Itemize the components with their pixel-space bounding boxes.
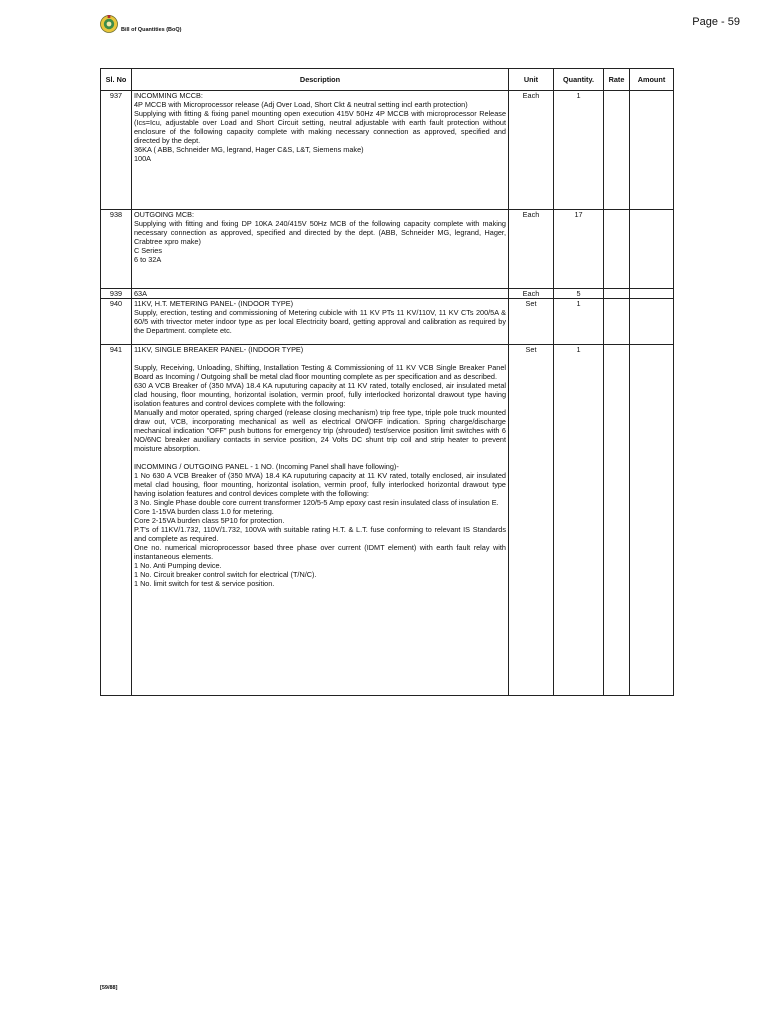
unit-cell: Set [509, 345, 554, 696]
unit-cell: Each [509, 91, 554, 210]
col-header-sl-no: Sl. No [101, 69, 132, 91]
description-cell [132, 299, 509, 345]
document-title: Bill of Quantities (BoQ) [121, 27, 182, 33]
amount-cell [630, 345, 674, 696]
description-line: 1 No. limit switch for test & service position. [134, 579, 275, 588]
description-line: 1 No. Circuit breaker control switch for electrical (T/N/C). [134, 570, 317, 579]
quantity-cell: 1 [554, 345, 604, 696]
description-cell [132, 345, 509, 696]
description-line: INCOMMING MCCB: [134, 91, 203, 100]
sl-no-cell: 937 [101, 91, 132, 210]
boq-table [100, 68, 674, 696]
description-line: 11KV, SINGLE BREAKER PANEL- (INDOOR TYPE) [134, 345, 304, 354]
col-header-unit: Unit [509, 69, 554, 91]
description-line: One no. numerical microprocessor based three phase over current (IDMT element) with earth fault relay with instantaneous elements. [134, 543, 506, 561]
description-line: Supply, Receiving, Unloading, Shifting, Installation Testing & Commissioning of 11 KV VCB Single Breaker Panel Board as Incoming / Outgoing shall be metal clad floor mounting complete as per specification and as described. [134, 363, 506, 381]
emblem-logo [100, 14, 118, 34]
sl-no-cell: 940 [101, 299, 132, 345]
description-line: Manually and motor operated, spring charged (release closing mechanism) trip free type, triple pole truck mounted draw out, VCB, incorporating mechanical as well as electrical ON/OFF indication. Spring charge/discharge mechanical indication "OFF" push buttons for emergency trip (shrouded) test/service position limit switches with 6 NO/6NC breaker auxiliary contacts in service position, 24 Volts DC shunt trip coil and strip heater to prevent moisture absorption. [134, 408, 506, 453]
table-row [101, 289, 674, 299]
description-line: Supplying with fitting & fixing panel mounting open execution 415V 50Hz 4P MCCB with microprocessor Release (Ics=Icu, adjustable over Load and Short Circuit setting, neutral adjustable with earth fault protection without enclosure of the following capacity complete with making necessary connection as approved, specified and directed by the dept. [134, 109, 506, 145]
description-cell [132, 91, 509, 210]
description-line: P.T's of 11KV/1.732, 110V/1.732, 100VA with suitable rating H.T. & L.T. fuse conforming to relevant IS Standards and complete as required. [134, 525, 506, 543]
description-cell [132, 210, 509, 289]
page-footer: [59/88] [100, 985, 118, 991]
sl-no-cell: 941 [101, 345, 132, 696]
page-number: Page - 59 [692, 16, 740, 28]
description-line: C Series [134, 246, 162, 255]
rate-cell [604, 345, 630, 696]
description-cell [132, 289, 509, 299]
description-line: 1 No. Anti Pumping device. [134, 561, 222, 570]
col-header-quantity: Quantity. [554, 69, 604, 91]
amount-cell [630, 210, 674, 289]
col-header-description: Description [132, 69, 509, 91]
table-row [101, 345, 674, 696]
rate-cell [604, 210, 630, 289]
table-row [101, 210, 674, 289]
table-row [101, 299, 674, 345]
description-line: Supply, erection, testing and commissioning of Metering cubicle with 11 KV PTs 11 KV/110V, 11 KV CTs 200/5A & 60/5 with trivector meter indoor type as per local Electricity board, getting approval and calibration as required by the Department. complete etc. [134, 308, 506, 335]
amount-cell [630, 289, 674, 299]
description-line: 1 No 630 A VCB Breaker of (350 MVA) 18.4 KA ruputuring capacity at 11 KV rated, totally enclosed, air insulated metal clad housing, floor mounting, horizontal isolation, vermin proof, fully interlocked horizontal drawout type having isolation features and control devices complete with the following: [134, 471, 506, 498]
sl-no-cell: 939 [101, 289, 132, 299]
description-line: OUTGOING MCB: [134, 210, 194, 219]
description-line: 630 A VCB Breaker of (350 MVA) 18.4 KA ruputuring capacity at 11 KV rated, totally enclosed, air insulated metal clad housing, floor mounting, horizontal isolation, vermin proof, fully interlocked horizontal drawout type having isolation features and control devices complete with the following: [134, 381, 506, 408]
table-row [101, 91, 674, 210]
amount-cell [630, 91, 674, 210]
description-line: 36KA ( ABB, Schneider MG, legrand, Hager C&S, L&T, Siemens make) [134, 145, 364, 154]
unit-cell: Set [509, 299, 554, 345]
quantity-cell: 1 [554, 299, 604, 345]
description-line: Core 1-15VA burden class 1.0 for metering. [134, 507, 274, 516]
unit-cell: Each [509, 210, 554, 289]
description-line [134, 354, 506, 363]
amount-cell [630, 299, 674, 345]
description-line: 3 No. Single Phase double core current transformer 120/5-5 Amp epoxy cast resin insulated class of insulation E. [134, 498, 499, 507]
sl-no-cell: 938 [101, 210, 132, 289]
unit-cell: Each [509, 289, 554, 299]
col-header-amount: Amount [630, 69, 674, 91]
description-line: INCOMMING / OUTGOING PANEL - 1 NO. (Incoming Panel shall have following)- [134, 462, 399, 471]
description-line [134, 453, 506, 462]
description-line: 11KV, H.T. METERING PANEL- (INDOOR TYPE) [134, 299, 294, 308]
quantity-cell: 5 [554, 289, 604, 299]
description-line: 6 to 32A [134, 255, 162, 264]
quantity-cell: 1 [554, 91, 604, 210]
description-line: 100A [134, 154, 152, 163]
description-line: 63A [134, 289, 147, 298]
quantity-cell: 17 [554, 210, 604, 289]
description-line: Supplying with fitting and fixing DP 10KA 240/415V 50Hz MCB of the following capacity complete with making necessary connection as approved, specified and directed by the dept. (ABB, Schneider MG, legrand, Hager, Crabtree xpro make) [134, 219, 506, 246]
col-header-rate: Rate [604, 69, 630, 91]
rate-cell [604, 289, 630, 299]
table-header-row [101, 69, 674, 91]
rate-cell [604, 91, 630, 210]
rate-cell [604, 299, 630, 345]
description-line: 4P MCCB with Microprocessor release (Adj Over Load, Short Ckt & neutral setting incl earth protection) [134, 100, 468, 109]
description-line: Core 2-15VA burden class 5P10 for protection. [134, 516, 285, 525]
page-header [100, 14, 740, 44]
